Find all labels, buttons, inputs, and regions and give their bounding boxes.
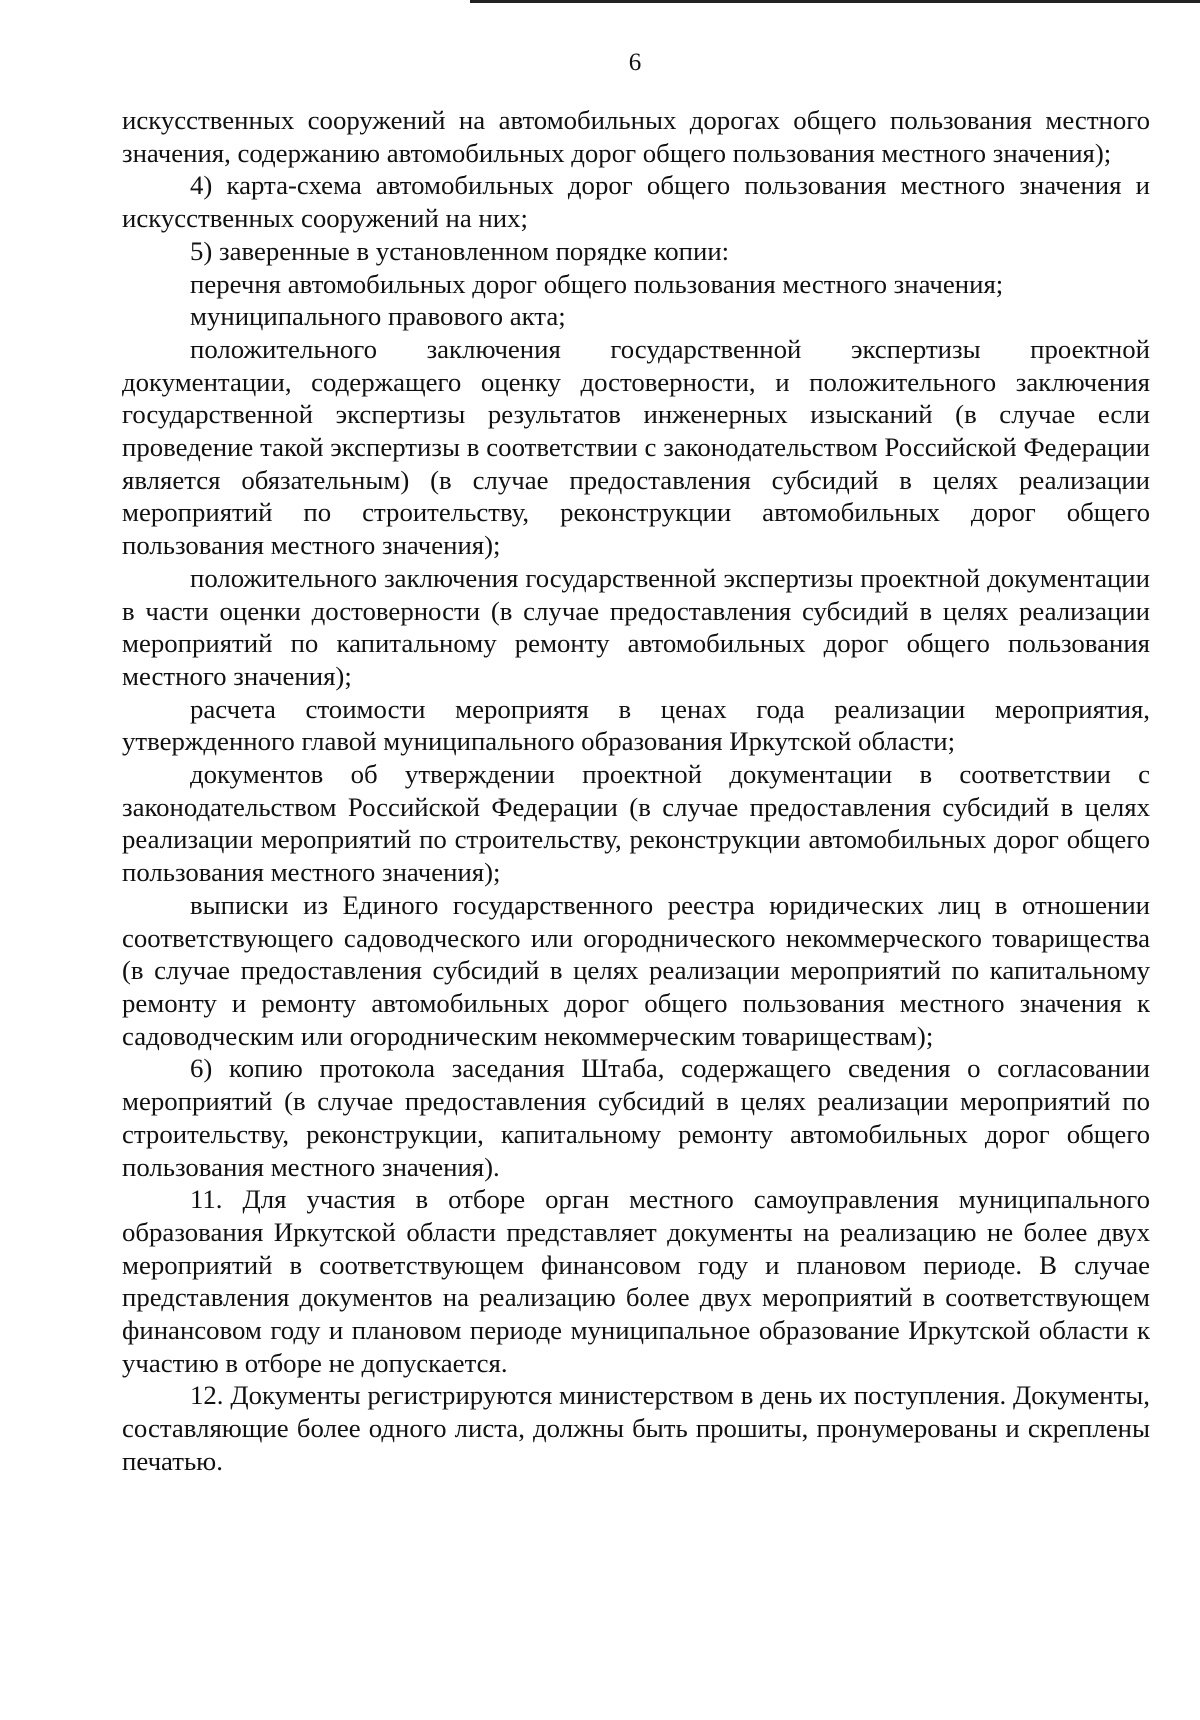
document-paragraph: положительного заключения государственной экспертизы проектной документации в части оценки достоверности (в случае предоставления субсидий в целях реализации мероприятий по капитальному ремонту автомобильных дорог общего пользования местного значения); (122, 562, 1150, 691)
document-paragraph: 11. Для участия в отборе орган местного самоуправления муниципального образования Иркутской области представляет документы на реализацию не более двух мероприятий в соответствующем финансовом году и плановом периоде. В случае представления документов на реализацию более двух мероприятий в соответствующем финансовом году и плановом периоде муниципальное образование Иркутской области к участию в отборе не допускается. (122, 1184, 1150, 1378)
document-paragraph: 4) карта-схема автомобильных дорог общего пользования местного значения и искусственных сооружений на них; (122, 170, 1150, 234)
page-number: 6 (628, 49, 642, 76)
document-paragraph: положительного заключения государственной экспертизы проектной документации, содержащего оценку достоверности, и положительного заключения государственной экспертизы результатов инженерных изысканий (в случае если проведение такой экспертизы в соответствии с законодательством Российской Федерации является обязательным) (в случае предоставления субсидий в целях реализации мероприятий по строительству, реконструкции автомобильных дорог общего пользования местного значения); (122, 333, 1150, 561)
top-rule (470, 0, 1200, 3)
document-paragraph: документов об утверждении проектной документации в соответствии с законодательством Российской Федерации (в случае предоставления субсидий в целях реализации мероприятий по строительству, реконструкции автомобильных дорог общего пользования местного значения); (122, 759, 1150, 888)
document-paragraph: 12. Документы регистрируются министерством в день их поступления. Документы, составляющие более одного листа, должны быть прошиты, пронумерованы и скреплены печатью. (122, 1380, 1150, 1476)
document-paragraph: 5) заверенные в установленном порядке копии: (190, 235, 730, 266)
document-paragraph: расчета стоимости мероприятя в ценах года реализации мероприятия, утвержденного главой муниципального образования Иркутской области; (122, 693, 1150, 757)
document-paragraph: 6) копию протокола заседания Штаба, содержащего сведения о согласовании мероприятий (в случае предоставления субсидий в целях реализации мероприятий по строительству, реконструкции, капитальному ремонту автомобильных дорог общего пользования местного значения). (122, 1053, 1150, 1182)
document-paragraph: искусственных сооружений на автомобильных дорогах общего пользования местного значения, содержанию автомобильных дорог общего пользования местного значения); (122, 105, 1150, 168)
document-body (122, 104, 1150, 1478)
document-paragraph: муниципального правового акта; (190, 301, 566, 332)
document-paragraph: перечня автомобильных дорог общего пользования местного значения; (190, 268, 1004, 299)
document-paragraph: выписки из Единого государственного реестра юридических лиц в отношении соответствующего садоводческого или огороднического некоммерческого товарищества (в случае предоставления субсидий в целях реализации мероприятий по капитальному ремонту и ремонту автомобильных дорог общего пользования местного значения к садоводческим или огородническим некоммерческим товариществам); (122, 889, 1150, 1051)
